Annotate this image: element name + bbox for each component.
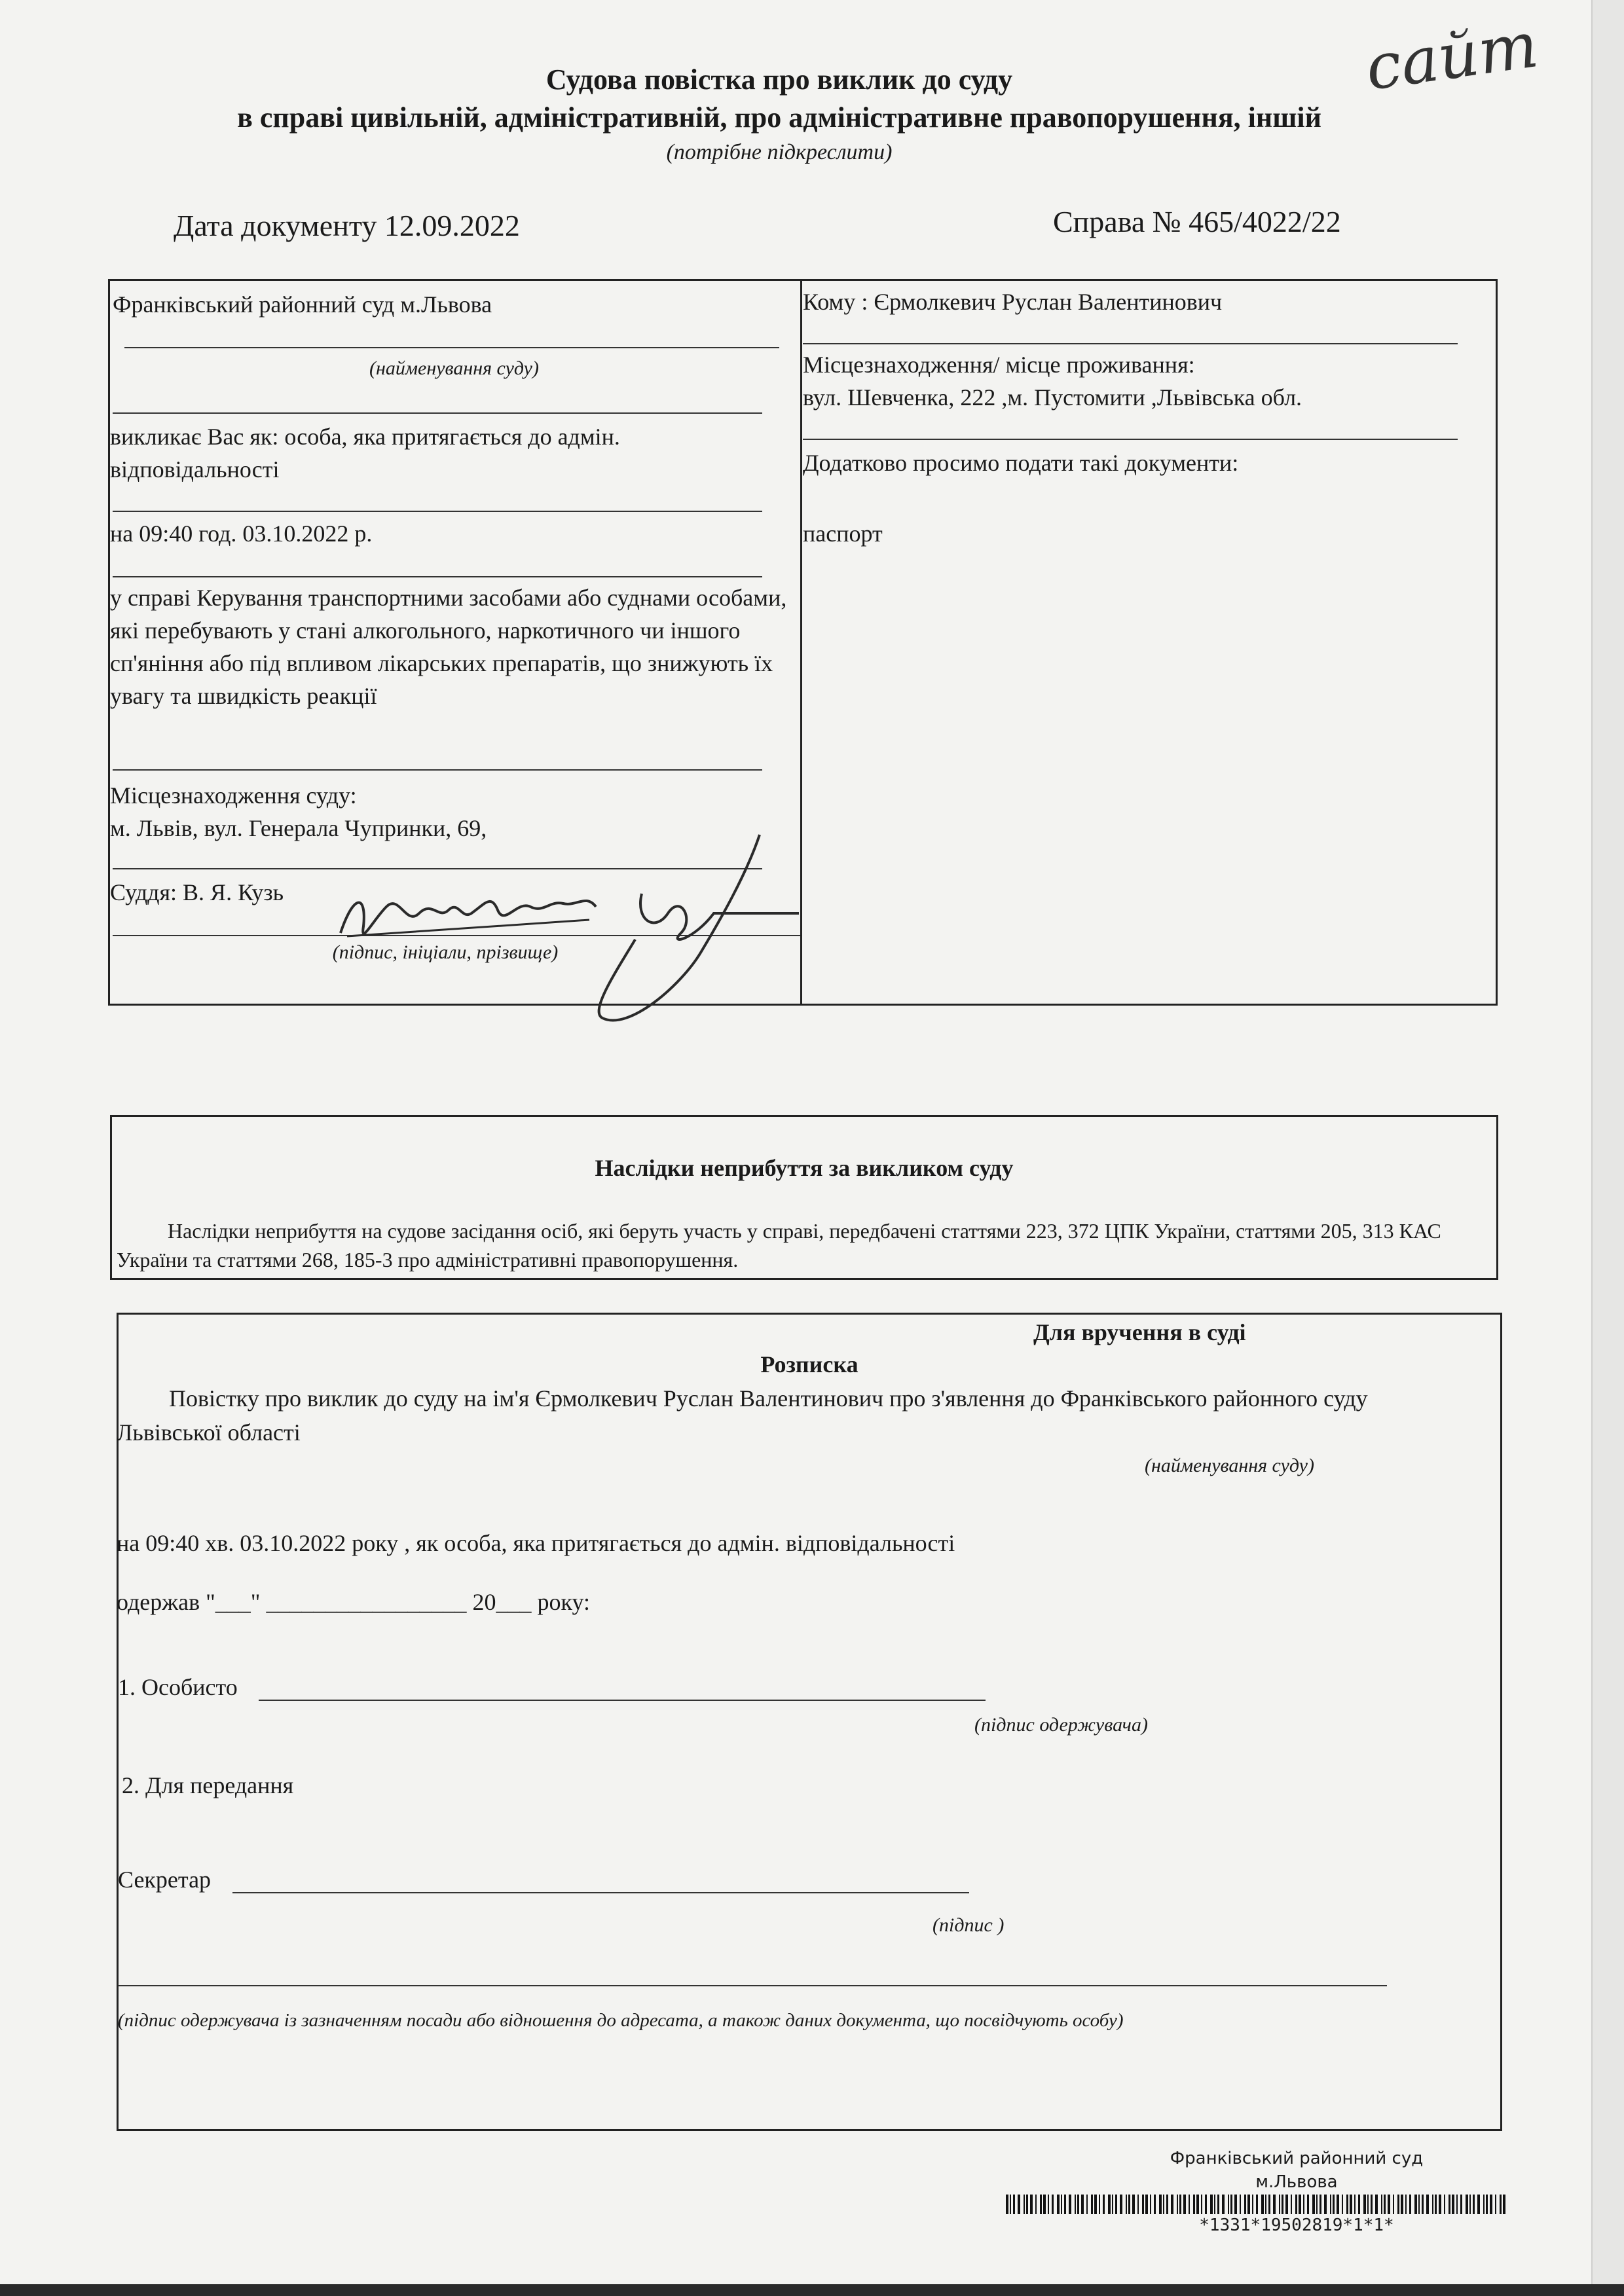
court-name-line bbox=[124, 347, 779, 348]
barcode-bar bbox=[1483, 2195, 1485, 2214]
barcode-bar bbox=[1324, 2195, 1327, 2214]
document-date: Дата документу 12.09.2022 bbox=[174, 209, 520, 242]
barcode-bar bbox=[1193, 2195, 1195, 2214]
required-document: паспорт bbox=[803, 520, 883, 547]
barcode-bar bbox=[1061, 2195, 1062, 2214]
court-location-label: Місцезнаходження суду: bbox=[110, 782, 357, 809]
barcode-bar bbox=[1405, 2195, 1407, 2214]
barcode-bar bbox=[1452, 2195, 1454, 2214]
barcode-bar bbox=[1490, 2195, 1492, 2214]
barcode-bar bbox=[1234, 2195, 1237, 2214]
separator-line bbox=[113, 576, 762, 577]
barcode-bar bbox=[1495, 2195, 1496, 2214]
receipt-intro: Повістку про виклик до суду на ім'я Єрмолкевич Руслан Валентинович про з'явлення до Франківського районного суду Львівської області bbox=[117, 1385, 1368, 1446]
barcode-bar bbox=[1040, 2195, 1042, 2214]
barcode-bar bbox=[1409, 2195, 1411, 2214]
barcode-bar bbox=[1393, 2195, 1394, 2214]
recipient-signature-caption: (підпис одержувача із зазначенням посади або відношення до адресата, а також даних документа, що посвідчують особу) bbox=[118, 2010, 1124, 2031]
barcode-bar bbox=[1150, 2195, 1151, 2214]
barcode-bar bbox=[1316, 2195, 1318, 2214]
barcode-bar bbox=[1312, 2195, 1315, 2214]
barcode-bar bbox=[1422, 2195, 1424, 2214]
barcode-bar bbox=[1432, 2195, 1433, 2214]
barcode-bar bbox=[1048, 2195, 1049, 2214]
summons-role: викликає Вас як: особа, яка притягається до адмін. відповідальності bbox=[110, 424, 620, 483]
for-court-label: Для вручення в суді bbox=[1033, 1319, 1246, 1345]
barcode-bar bbox=[1256, 2195, 1258, 2214]
barcode-bar bbox=[1112, 2195, 1113, 2214]
barcode-bar bbox=[1043, 2195, 1046, 2214]
barcode-bar bbox=[1230, 2195, 1232, 2214]
barcode-bar bbox=[1265, 2195, 1266, 2214]
barcode-bar bbox=[1006, 2195, 1008, 2214]
barcode-bar bbox=[1279, 2195, 1280, 2214]
barcode-bar bbox=[1201, 2195, 1202, 2214]
handwritten-note: сайт bbox=[1361, 8, 1543, 105]
barcode-bar bbox=[1449, 2195, 1450, 2214]
barcode-bar bbox=[1469, 2195, 1471, 2214]
page-title: Судова повістка про виклик до суду bbox=[545, 64, 1013, 96]
barcode-bar bbox=[1010, 2195, 1011, 2214]
barcode-bar bbox=[1057, 2195, 1060, 2214]
barcode-bar bbox=[1183, 2195, 1186, 2214]
barcode-bar bbox=[1435, 2195, 1437, 2214]
barcode-bar bbox=[1210, 2195, 1213, 2214]
stamp-city: м.Львова bbox=[1255, 2172, 1338, 2192]
barcode-bar bbox=[1240, 2195, 1241, 2214]
barcode-bar bbox=[1291, 2195, 1292, 2214]
barcode-bar bbox=[1268, 2195, 1270, 2214]
separator-line bbox=[803, 343, 1458, 344]
underline-note: (потрібне підкреслити) bbox=[666, 140, 893, 164]
separator-line bbox=[113, 511, 762, 512]
barcode-bar bbox=[1024, 2195, 1025, 2214]
barcode-bar bbox=[1303, 2195, 1304, 2214]
recipient: Кому : Єрмолкевич Руслан Валентинович bbox=[803, 289, 1223, 315]
barcode-bar bbox=[1367, 2195, 1369, 2214]
barcode-bar bbox=[1094, 2195, 1097, 2214]
barcode-bar bbox=[1330, 2195, 1331, 2214]
barcode-bar bbox=[1099, 2195, 1100, 2214]
documents-label: Додатково просимо подати такі документи: bbox=[803, 450, 1239, 476]
barcode-bar bbox=[1189, 2195, 1190, 2214]
barcode-bar bbox=[1086, 2195, 1088, 2214]
barcode-bar bbox=[1205, 2195, 1207, 2214]
separator-line bbox=[803, 439, 1458, 440]
transfer-label: 2. Для передання bbox=[122, 1772, 294, 1798]
barcode-bar bbox=[1126, 2195, 1127, 2214]
barcode-bar bbox=[1030, 2195, 1033, 2214]
barcode-bar bbox=[1320, 2195, 1321, 2214]
barcode-bar bbox=[1075, 2195, 1076, 2214]
barcode-bar bbox=[1307, 2195, 1309, 2214]
barcode-bar bbox=[1285, 2195, 1288, 2214]
barcode-bar bbox=[1503, 2195, 1505, 2214]
barcode-bar bbox=[1035, 2195, 1037, 2214]
barcode-bar bbox=[1163, 2195, 1164, 2214]
barcode-bar bbox=[1426, 2195, 1429, 2214]
barcode-bar bbox=[1081, 2195, 1084, 2214]
barcode-bar bbox=[1439, 2195, 1441, 2214]
barcode-bar bbox=[1375, 2195, 1378, 2214]
barcode-bar bbox=[1137, 2195, 1139, 2214]
barcode-bar bbox=[1214, 2195, 1215, 2214]
case-number: Справа № 465/4022/22 bbox=[1053, 205, 1341, 238]
barcode-bar bbox=[1166, 2195, 1168, 2214]
personal-signature-line bbox=[259, 1700, 986, 1701]
barcode-bar bbox=[1381, 2195, 1382, 2214]
barcode-bar bbox=[1500, 2195, 1502, 2214]
barcode-bar bbox=[1371, 2195, 1373, 2214]
barcode-bar bbox=[1261, 2195, 1264, 2214]
barcode-bar bbox=[1444, 2195, 1445, 2214]
barcode-bar bbox=[1486, 2195, 1488, 2214]
barcode-bar bbox=[1018, 2195, 1020, 2214]
barcode-bar bbox=[1282, 2195, 1283, 2214]
barcode-bar bbox=[1456, 2195, 1458, 2214]
barcode bbox=[1006, 2195, 1510, 2217]
court-location: м. Львів, вул. Генерала Чупринки, 69, bbox=[110, 815, 487, 841]
column-divider bbox=[800, 279, 802, 1006]
barcode-bar bbox=[1384, 2195, 1386, 2214]
secretary-label: Секретар bbox=[118, 1867, 212, 1893]
barcode-bar bbox=[1179, 2195, 1181, 2214]
barcode-bar bbox=[1064, 2195, 1066, 2214]
receipt-title: Розписка bbox=[760, 1351, 858, 1377]
barcode-bar bbox=[1388, 2195, 1390, 2214]
barcode-bar bbox=[1132, 2195, 1135, 2214]
barcode-bar bbox=[1171, 2195, 1173, 2214]
barcode-bar bbox=[1342, 2195, 1343, 2214]
barcode-bar bbox=[1337, 2195, 1339, 2214]
barcode-bar bbox=[1217, 2195, 1219, 2214]
receipt-court-caption: (найменування суду) bbox=[1145, 1455, 1314, 1476]
barcode-bar bbox=[1154, 2195, 1156, 2214]
page-subtitle: в справі цивільній, адміністративній, про адміністративне правопорушення, іншій bbox=[237, 101, 1321, 134]
barcode-bar bbox=[1142, 2195, 1144, 2214]
barcode-bar bbox=[1466, 2195, 1468, 2214]
page-edge bbox=[1591, 0, 1624, 2296]
received-date: одержав "___" _________________ 20___ року: bbox=[117, 1589, 591, 1615]
barcode-bar bbox=[1069, 2195, 1071, 2214]
barcode-bar bbox=[1354, 2195, 1356, 2214]
barcode-bar bbox=[1091, 2195, 1093, 2214]
stamp-court-name: Франківський районний суд bbox=[1170, 2149, 1424, 2168]
barcode-bar bbox=[1244, 2195, 1246, 2214]
barcode-bar bbox=[1103, 2195, 1105, 2214]
barcode-number: *1331*19502819*1*1* bbox=[1199, 2215, 1394, 2235]
court-name-caption: (найменування суду) bbox=[369, 357, 539, 379]
barcode-bar bbox=[1128, 2195, 1130, 2214]
judge-signature bbox=[327, 822, 799, 1031]
barcode-bar bbox=[1477, 2195, 1480, 2214]
personal-label: 1. Особисто bbox=[118, 1674, 238, 1700]
barcode-bar bbox=[1346, 2195, 1348, 2214]
barcode-bar bbox=[1108, 2195, 1111, 2214]
barcode-bar bbox=[1196, 2195, 1199, 2214]
secretary-signature-line bbox=[232, 1892, 969, 1893]
barcode-bar bbox=[1363, 2195, 1366, 2214]
barcode-bar bbox=[1052, 2195, 1054, 2214]
barcode-bar bbox=[1145, 2195, 1148, 2214]
recipient-signature-line bbox=[118, 1985, 1387, 1986]
scan-border bbox=[0, 2284, 1624, 2296]
barcode-bar bbox=[1252, 2195, 1253, 2214]
barcode-bar bbox=[1228, 2195, 1229, 2214]
recipient-address: вул. Шевченка, 222 ,м. Пустомити ,Львівська обл. bbox=[803, 384, 1302, 410]
consequences-text: Наслідки неприбуття на судове засідання осіб, які беруть участь у справі, передбачені статтями 223, 372 ЦПК України, статтями 205, 313 КАС України та статтями 268, 185-3 про адміністративні правопорушення. bbox=[117, 1219, 1441, 1271]
case-subject: у справі Керування транспортними засобами або суднами особами, які перебувають у стані алкогольного, наркотичного чи іншого сп'яніння або під впливом лікарських препаратів, що знижують їх увагу та швидкість реакції bbox=[110, 585, 787, 709]
barcode-bar bbox=[1077, 2195, 1079, 2214]
receipt-time: на 09:40 хв. 03.10.2022 року , як особа, яка притягається до адмін. відповідальності bbox=[117, 1530, 955, 1556]
court-name: Франківський районний суд м.Львова bbox=[113, 291, 492, 318]
barcode-bar bbox=[1460, 2195, 1462, 2214]
barcode-bar bbox=[1299, 2195, 1301, 2214]
hearing-time: на 09:40 год. 03.10.2022 р. bbox=[110, 520, 373, 547]
barcode-bar bbox=[1115, 2195, 1117, 2214]
barcode-bar bbox=[1222, 2195, 1225, 2214]
barcode-bar bbox=[1401, 2195, 1403, 2214]
barcode-bar bbox=[1273, 2195, 1276, 2214]
barcode-bar bbox=[1159, 2195, 1162, 2214]
separator-line bbox=[113, 412, 762, 414]
barcode-bar bbox=[1120, 2195, 1122, 2214]
barcode-bar bbox=[1013, 2195, 1015, 2214]
barcode-bar bbox=[1333, 2195, 1335, 2214]
address-label: Місцезнаходження/ місце проживання: bbox=[803, 352, 1195, 378]
judge-name: Суддя: В. Я. Кузь bbox=[110, 879, 284, 905]
personal-caption: (підпис одержувача) bbox=[974, 1714, 1148, 1736]
barcode-bar bbox=[1350, 2195, 1352, 2214]
barcode-bar bbox=[1418, 2195, 1420, 2214]
barcode-bar bbox=[1397, 2195, 1399, 2214]
barcode-bar bbox=[1295, 2195, 1297, 2214]
barcode-bar bbox=[1473, 2195, 1475, 2214]
consequences-title: Наслідки неприбуття за викликом суду bbox=[595, 1155, 1014, 1181]
separator-line bbox=[113, 769, 762, 771]
barcode-bar bbox=[1414, 2195, 1417, 2214]
barcode-bar bbox=[1247, 2195, 1250, 2214]
barcode-bar bbox=[1177, 2195, 1178, 2214]
signature-caption: (підпис, ініціали, прізвище) bbox=[332, 941, 559, 963]
secretary-caption: (підпис ) bbox=[932, 1914, 1005, 1936]
barcode-bar bbox=[1358, 2195, 1360, 2214]
barcode-bar bbox=[1026, 2195, 1028, 2214]
